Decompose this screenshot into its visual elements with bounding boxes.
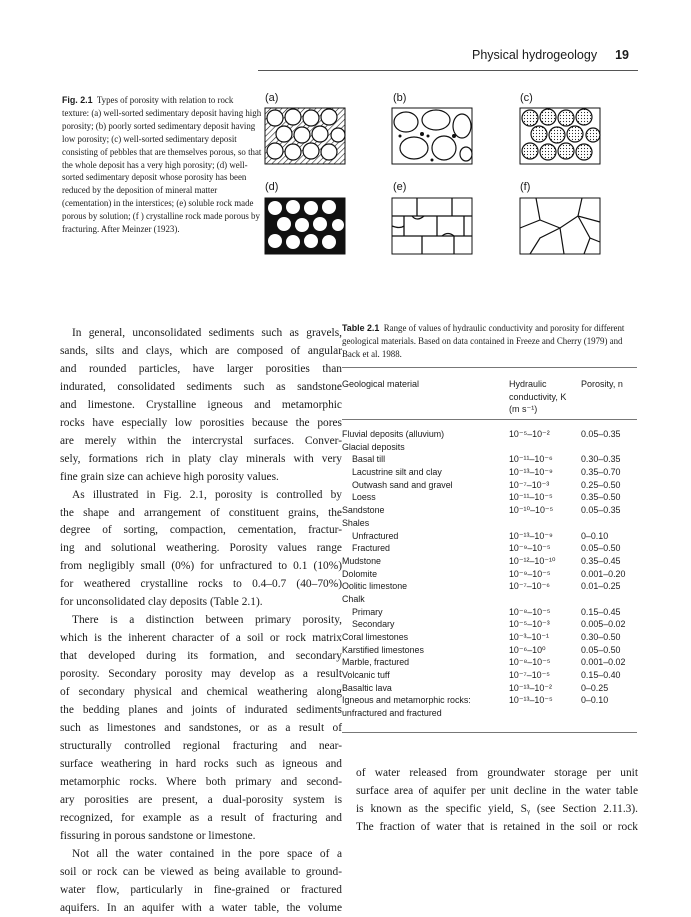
- text-line: for unconsolidated clay deposits (Table 2.1).: [60, 594, 342, 612]
- panel-b-poorly-sorted: [392, 108, 472, 164]
- table-row: [342, 580, 642, 593]
- text-line: sands, silts and clays, which are composed of angular: [60, 343, 342, 361]
- text-line: In general, unconsolidated sediments such as gravels,: [60, 325, 342, 343]
- text-line: are merely within the intercrystal surfaces. Conver-: [60, 433, 342, 451]
- table-row: [342, 504, 642, 517]
- table-row: [342, 428, 642, 441]
- material-cell: Coral limestones: [342, 631, 509, 644]
- text-line: and limestone. Crystalline igneous and metamorphic: [60, 397, 342, 415]
- text-line: the shape and arrangement of constituent grains, the: [60, 505, 342, 523]
- material-cell: Shales: [342, 517, 509, 530]
- porosity-cell: 0.30–0.35: [581, 453, 620, 466]
- panel-label-b: (b): [393, 92, 406, 104]
- porosity-cell: 0–0.10: [581, 530, 608, 543]
- page-number: 19: [615, 48, 629, 62]
- table-caption-text: Range of values of hydraulic conductivity and porosity for different geological materials. Based on data contained in Freeze and Cherry (1979) and Back et al. 1988.: [342, 323, 624, 359]
- text-line: which is the inherent character of a soil or rock matrix: [60, 630, 342, 648]
- porosity-cell: 0.05–0.35: [581, 428, 620, 441]
- table-row: [342, 530, 642, 543]
- porosity-cell: 0.35–0.70: [581, 466, 620, 479]
- table-row: [342, 491, 642, 504]
- porosity-cell: 0–0.25: [581, 682, 608, 695]
- text-line: There is a distinction between primary porosity,: [60, 612, 342, 630]
- material-cell: Basal till: [342, 453, 509, 466]
- text-line: ary porosities are present, a dual-porosity system is: [60, 792, 342, 810]
- text-line: metamorphic rocks. Where both primary and second-: [60, 774, 342, 792]
- porosity-cell: 0.05–0.50: [581, 542, 620, 555]
- table-row: [342, 453, 642, 466]
- porosity-cell: 0.05–0.50: [581, 644, 620, 657]
- table-row: [342, 656, 642, 669]
- material-cell: Basaltic lava: [342, 682, 509, 695]
- panel-label-c: (c): [520, 92, 533, 104]
- porosity-cell: 0.25–0.50: [581, 479, 620, 492]
- text-line: soil or rock can be viewed as being available to ground-: [60, 864, 342, 882]
- porosity-cell: 0.35–0.50: [581, 491, 620, 504]
- text-line: degree of sorting, compaction, cementation, fractur-: [60, 522, 342, 540]
- text-line: Not all the water contained in the pore space of a: [60, 846, 342, 864]
- conductivity-cell: 10⁻¹¹–10⁻⁶: [509, 453, 581, 466]
- table-row: [342, 682, 642, 695]
- porosity-cell: 0.05–0.35: [581, 504, 620, 517]
- table-row: [342, 568, 642, 581]
- text-line: for weathered crystalline rocks to 0.4–0.7 (40–70%): [60, 576, 342, 594]
- conductivity-cell: 10⁻⁷–10⁻⁵: [509, 669, 581, 682]
- conductivity-cell: 10⁻⁸–10⁻⁵: [509, 606, 581, 619]
- panel-d-cemented: [265, 198, 345, 254]
- conductivity-cell: 10⁻³–10⁻¹: [509, 631, 581, 644]
- text-line: fine grain size can achieve high porosity values.: [60, 469, 342, 487]
- panel-e-solution: [392, 198, 472, 254]
- text-line: ing and solutional weathering. Porosity values range: [60, 540, 342, 558]
- text-line: indurated, consolidated sediments such as sandstone: [60, 379, 342, 397]
- running-title: Physical hydrogeology: [472, 48, 597, 62]
- table-row: [342, 466, 642, 479]
- porosity-cell: 0.001–0.20: [581, 568, 625, 581]
- text-line: water flow, particularly in fine-grained or fractured: [60, 882, 342, 900]
- porosity-cell: 0.30–0.50: [581, 631, 620, 644]
- conductivity-cell: 10⁻⁶–10⁰: [509, 644, 581, 657]
- material-cell: Oolitic limestone: [342, 580, 509, 593]
- material-cell: Fractured: [342, 542, 509, 555]
- material-cell: unfractured and fractured: [342, 707, 509, 720]
- table-row: [342, 631, 642, 644]
- table-row: [342, 644, 642, 657]
- figure-caption: [62, 94, 262, 236]
- text-line: fissuring in porous sandstone or limestone.: [60, 828, 342, 846]
- conductivity-cell: 10⁻¹⁰–10⁻⁵: [509, 504, 581, 517]
- table-bottom-rule: [342, 732, 637, 733]
- text-line: porosity. Secondary porosity may develop as a result: [60, 666, 342, 684]
- porosity-cell: 0.15–0.40: [581, 669, 620, 682]
- table-header-material: Geological material: [342, 378, 419, 391]
- table-row: [342, 441, 642, 454]
- text-line: that developed during its formation, and secondary: [60, 648, 342, 666]
- panel-c-porous-pebbles: [520, 108, 600, 164]
- text-line: structurally controlled regional fracturing and near-: [60, 738, 342, 756]
- text-line: of water released from groundwater storage per unit: [356, 765, 638, 783]
- material-cell: Loess: [342, 491, 509, 504]
- porosity-cell: 0.35–0.45: [581, 555, 620, 568]
- text-line: recognized, for example as a result of fracturing and: [60, 810, 342, 828]
- table-row: [342, 542, 642, 555]
- table-header-porosity: Porosity, n: [581, 378, 623, 391]
- conductivity-cell: [509, 707, 581, 720]
- table-row: [342, 707, 642, 720]
- panel-label-f: (f): [520, 181, 530, 193]
- conductivity-cell: 10⁻⁵–10⁻³: [509, 618, 581, 631]
- figure-caption-text: Types of porosity with relation to rock texture: (a) well-sorted sedimentary deposit having high porosity; (b) poorly sorted sedimentary deposit having low porosity; (c) well-sorted sedimentary deposit consisting of pebbles that are themselves porous, so that the whole deposit has a very high porosity; (d) well-sorted sedimentary deposit whose porosity has been reduced by the deposition of mineral matter (cementation) in the interstices; (e) soluble rock made porous by solution; (f ) crystalline rock made porous by fracturing. After Meinzer (1923).: [62, 95, 261, 234]
- material-cell: Lacustrine silt and clay: [342, 466, 509, 479]
- conductivity-cell: 10⁻⁸–10⁻⁵: [509, 656, 581, 669]
- conductivity-cell: 10⁻⁷–10⁻⁶: [509, 580, 581, 593]
- conductivity-cell: 10⁻¹³–10⁻⁹: [509, 530, 581, 543]
- material-cell: Mudstone: [342, 555, 509, 568]
- table-top-rule: [342, 367, 637, 368]
- conductivity-cell: [509, 593, 581, 606]
- table-caption: [342, 322, 642, 361]
- table-row: [342, 669, 642, 682]
- material-cell: Fluvial deposits (alluvium): [342, 428, 509, 441]
- conductivity-cell: 10⁻¹¹–10⁻⁵: [509, 491, 581, 504]
- conductivity-cell: [509, 441, 581, 454]
- conductivity-cell: 10⁻¹³–10⁻⁵: [509, 694, 581, 707]
- conductivity-cell: 10⁻¹³–10⁻²: [509, 682, 581, 695]
- text-line: surface area of aquifer per unit decline in the water table: [356, 783, 638, 801]
- table-row: [342, 593, 642, 606]
- text-line: The fraction of water that is retained in the soil or rock: [356, 819, 638, 837]
- text-line: and rounded particles, have larger porosities than: [60, 361, 342, 379]
- material-cell: Outwash sand and gravel: [342, 479, 509, 492]
- conductivity-cell: 10⁻⁵–10⁻²: [509, 428, 581, 441]
- table-row: [342, 694, 642, 707]
- porosity-table: [342, 428, 642, 720]
- material-cell: Chalk: [342, 593, 509, 606]
- panel-label-e: (e): [393, 181, 406, 193]
- material-cell: Dolomite: [342, 568, 509, 581]
- material-cell: Primary: [342, 606, 509, 619]
- conductivity-cell: 10⁻¹²–10⁻¹⁰: [509, 555, 581, 568]
- porosity-cell: 0.15–0.45: [581, 606, 620, 619]
- text-line: As illustrated in Fig. 2.1, porosity is controlled by: [60, 487, 342, 505]
- table-row: [342, 606, 642, 619]
- material-cell: Unfractured: [342, 530, 509, 543]
- material-cell: Volcanic tuff: [342, 669, 509, 682]
- header-rule: [258, 70, 638, 71]
- text-line: from negligibly small (0%) for unfractured to 0.1 (10%): [60, 558, 342, 576]
- text-line: the bedding planes and joints of indurated sediments: [60, 702, 342, 720]
- right-body-column: [356, 765, 638, 837]
- table-row: [342, 479, 642, 492]
- text-line: surface weathering in hard rocks such as igneous and: [60, 756, 342, 774]
- material-cell: Karstified limestones: [342, 644, 509, 657]
- text-line: such as limestones and sandstones, or as a result of: [60, 720, 342, 738]
- table-row: [342, 555, 642, 568]
- porosity-cell: 0.01–0.25: [581, 580, 620, 593]
- panel-f-fractured: [520, 198, 600, 254]
- table-header-conductivity: Hydraulic conductivity, K (m s⁻¹): [509, 378, 579, 416]
- material-cell: Marble, fractured: [342, 656, 509, 669]
- panel-label-d: (d): [265, 181, 278, 193]
- text-line: of secondary physical and chemical weathering along: [60, 684, 342, 702]
- table-row: [342, 517, 642, 530]
- material-cell: Secondary: [342, 618, 509, 631]
- running-header: [472, 48, 629, 62]
- porosity-cell: 0.001–0.02: [581, 656, 625, 669]
- conductivity-cell: 10⁻¹³–10⁻⁹: [509, 466, 581, 479]
- text-line: aquifers. In an aquifer with a water table, the volume: [60, 900, 342, 917]
- table-label: Table 2.1: [342, 323, 379, 333]
- left-body-column: [60, 325, 342, 917]
- text-line: rocks have especially low porosities because the pores: [60, 415, 342, 433]
- panel-a-well-sorted: [265, 108, 345, 164]
- panel-label-a: (a): [265, 92, 278, 104]
- text-line: sely, formations rich in platy clay minerals with very: [60, 451, 342, 469]
- conductivity-cell: [509, 517, 581, 530]
- text-line: is known as the specific yield, Sᵧ (see Section 2.11.3).: [356, 801, 638, 819]
- porosity-cell: 0.005–0.02: [581, 618, 625, 631]
- porosity-cell: 0–0.10: [581, 694, 608, 707]
- conductivity-cell: 10⁻⁹–10⁻⁵: [509, 568, 581, 581]
- conductivity-cell: 10⁻⁷–10⁻³: [509, 479, 581, 492]
- material-cell: Sandstone: [342, 504, 509, 517]
- table-header-rule: [342, 419, 637, 420]
- material-cell: Igneous and metamorphic rocks:: [342, 694, 509, 707]
- table-row: [342, 618, 642, 631]
- conductivity-cell: 10⁻⁹–10⁻⁵: [509, 542, 581, 555]
- material-cell: Glacial deposits: [342, 441, 509, 454]
- figure-label: Fig. 2.1: [62, 95, 93, 105]
